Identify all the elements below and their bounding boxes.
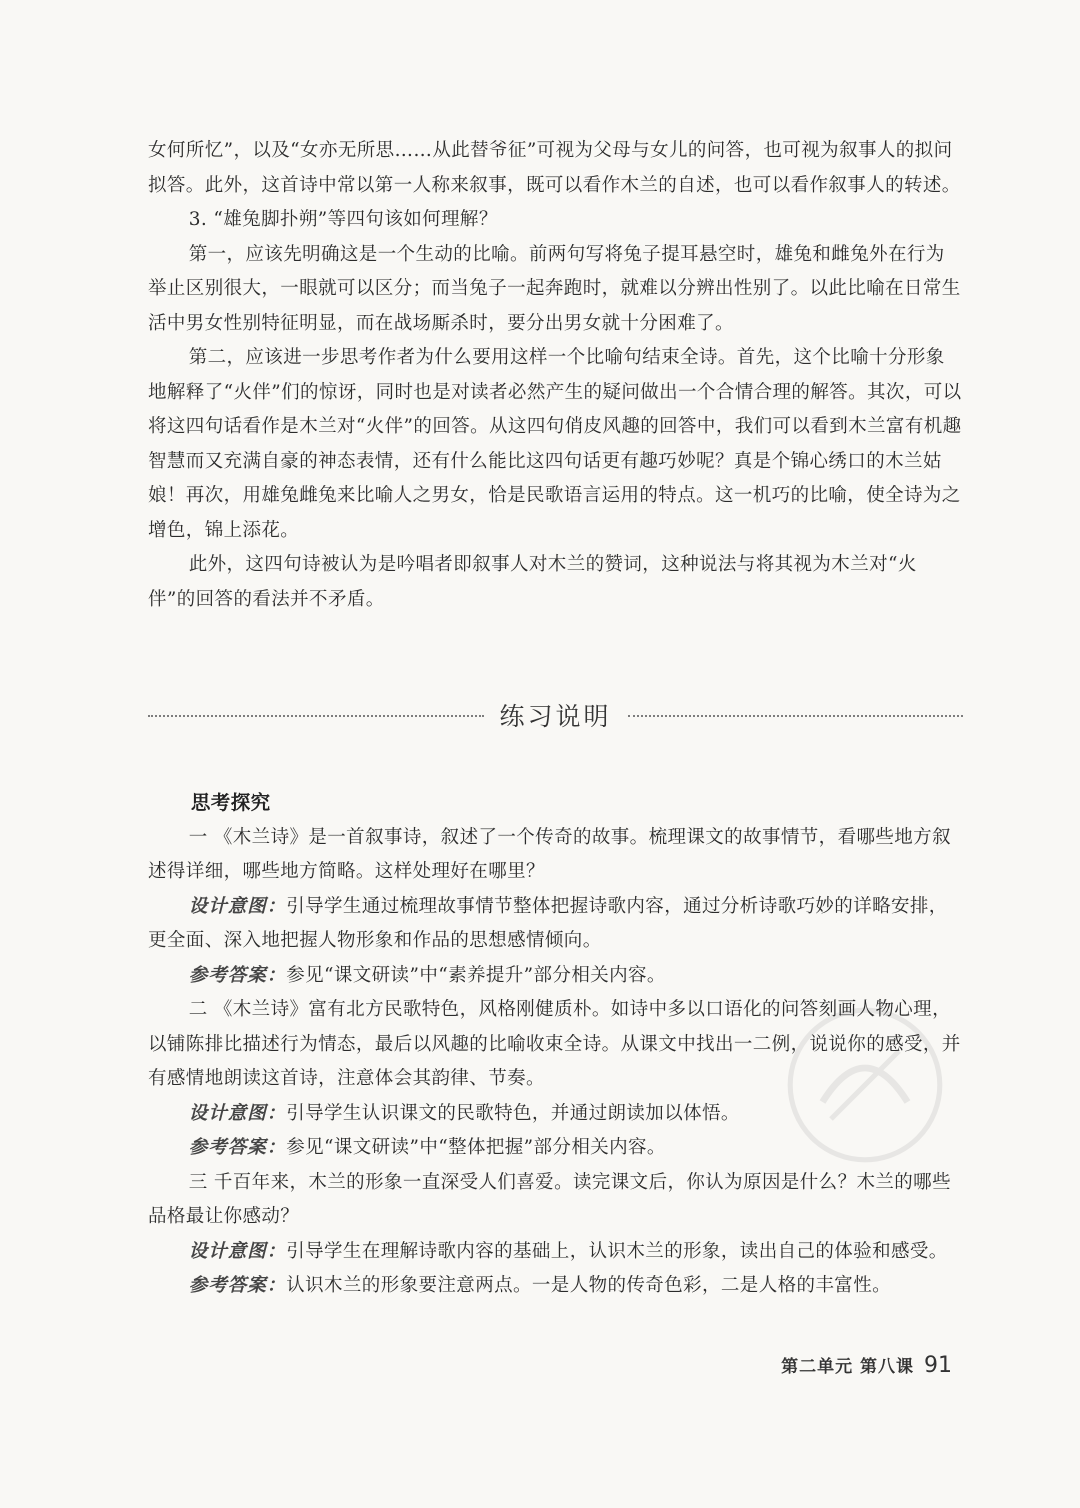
intent-text: 引导学生通过梳理故事情节整体把握诗歌内容，通过分析诗歌巧妙的详略安排，更全面、深入地把握人物形象和作品的思想感情倾向。 (148, 895, 948, 951)
exercise-1-intent (148, 890, 963, 959)
answer-paragraph-second: 第二，应该进一步思考作者为什么要用这样一个比喻句结束全诗。首先，这个比喻十分形象地解释了“火伴”们的惊讶，同时也是对读者必然产生的疑问做出一个合情合理的解答。其次，可以将这四句话看作是木兰对“火伴”的回答。从这四句俏皮风趣的回答中，我们可以看到木兰富有机趣智慧而又充满自豪的神态表情，还有什么能比这四句话更有趣巧妙呢？真是个锦心绣口的木兰姑娘！再次，用雄兔雌兔来比喻人之男女，恰是民歌语言运用的特点。这一机巧的比喻，使全诗为之增色，锦上添花。 (148, 347, 962, 541)
answer-paragraph-moreover: 此外，这四句诗被认为是吟唱者即叙事人对木兰的赞词，这种说法与将其视为木兰对“火伴”的回答的看法并不矛盾。 (148, 554, 917, 610)
continuation-paragraph: 女何所忆”，以及“女亦无所思……从此替爷征”可视为父母与女儿的问答，也可视为叙事人的拟问拟答。此外，这首诗中常以第一人称来叙事，既可以看作木兰的自述，也可以看作叙事人的转述。 (148, 140, 961, 196)
answer-text: 参见“课文研读”中“素养提升”部分相关内容。 (286, 964, 666, 986)
footer-unit-label: 第二单元 第八课 (781, 1357, 914, 1377)
page-footer (781, 1352, 952, 1378)
exercise-3-intent (148, 1235, 963, 1270)
intent-text: 引导学生认识课文的民歌特色，并通过朗读加以体悟。 (286, 1102, 740, 1124)
answer-text: 参见“课文研读”中“整体把握”部分相关内容。 (286, 1137, 666, 1158)
divider-title: 练习说明 (499, 702, 612, 731)
divider-dotted-line-left (148, 715, 484, 717)
exercise-1-answer (148, 959, 963, 994)
intent-text: 引导学生在理解诗歌内容的基础上，认识木兰的形象，读出自己的体验和感受。 (286, 1240, 948, 1262)
upper-text-block (148, 134, 963, 617)
answer-label: 参考答案： (188, 964, 287, 986)
page-number: 91 (924, 1353, 952, 1378)
exercise-1-question: 一 《木兰诗》是一首叙事诗，叙述了一个传奇的故事。梳理课文的故事情节，看哪些地方叙述得详细，哪些地方简略。这样处理好在哪里？ (148, 826, 951, 882)
intent-label: 设计意图： (188, 1102, 287, 1124)
exercise-3-question: 三 千百年来，木兰的形象一直深受人们喜爱。读完课文后，你认为原因是什么？木兰的哪些品格最让你感动？ (148, 1171, 951, 1227)
question-3-heading: 3. “雄兔脚扑朔”等四句该如何理解？ (188, 209, 498, 230)
answer-text: 认识木兰的形象要注意两点。一是人物的传奇色彩，二是人格的丰富性。 (286, 1275, 892, 1296)
section-divider (148, 693, 963, 737)
intent-label: 设计意图： (188, 895, 287, 917)
divider-dotted-line-right (628, 715, 964, 717)
intent-label: 设计意图： (188, 1240, 287, 1262)
answer-paragraph-first: 第一，应该先明确这是一个生动的比喻。前两句写将兔子提耳悬空时，雄兔和雌兔外在行为举止区别很大，一眼就可以区分；而当兔子一起奔跑时，就难以分辨出性别了。以此比喻在日常生活中男女性别特征明显，而在战场厮杀时，要分出男女就十分困难了。 (148, 243, 961, 334)
watermark-icon (780, 1000, 950, 1170)
answer-label: 参考答案： (188, 1275, 287, 1296)
exercise-3-answer (148, 1269, 963, 1304)
exercise-2-question: 二 《木兰诗》富有北方民歌特色，风格刚健质朴。如诗中多以口语化的问答刻画人物心理，以铺陈排比描述行为情态，最后以风趣的比喻收束全诗。从课文中找出一二例，说说你的感受，并有感情地朗读这首诗，注意体会其韵律、节奏。 (148, 999, 961, 1089)
answer-label: 参考答案： (188, 1137, 287, 1158)
section-heading: 思考探究 (190, 791, 271, 814)
